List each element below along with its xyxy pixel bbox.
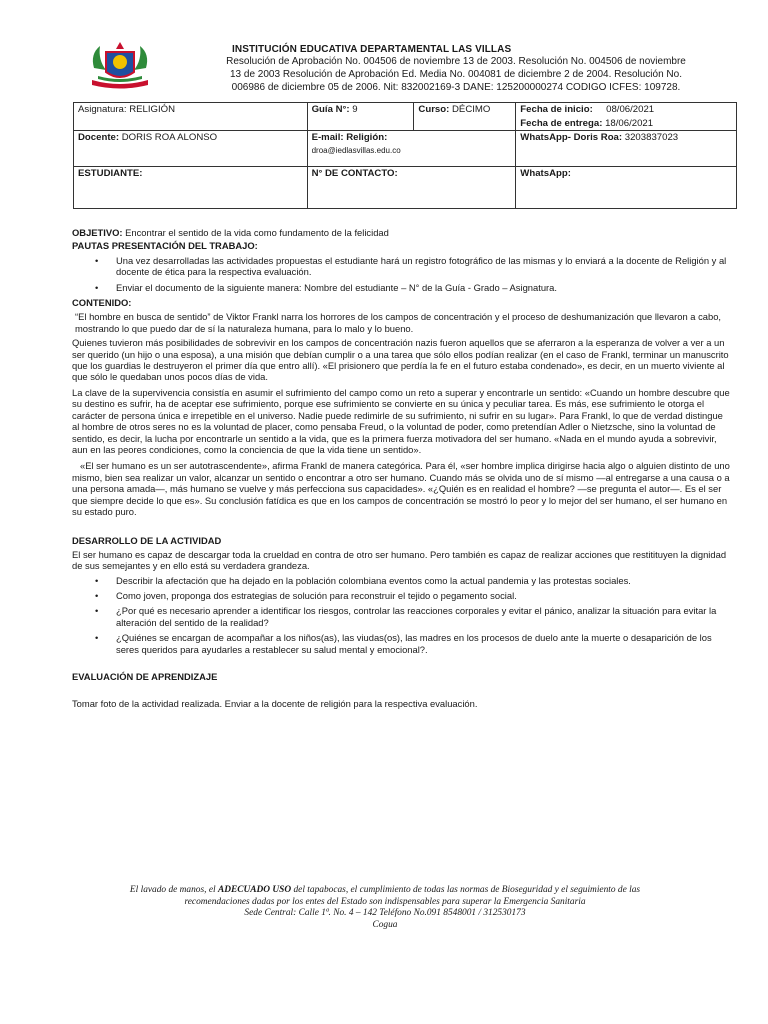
list-item [72,605,732,628]
fechas-cell [516,103,737,131]
bullet-icon: • [95,605,99,617]
resolution-line: 006986 de diciembre 05 de 2006. Nit: 832002169-3 DANE: 125200000274 CODIGO ICFES: 109728. [231,82,681,93]
pautas-list [72,255,732,293]
evaluacion-text: Tomar foto de la actividad realizada. Enviar a la docente de religión para la respectiva evaluación. [72,698,478,710]
resolution-line: 13 de 2003 Resolución de Aprobación Ed. Media No. 004081 de diciembre 2 de 2004. Resolución No. [230,69,682,80]
email-value[interactable]: droa@iedlasvillas.edu.co [311,146,401,155]
document-footer [120,885,650,931]
bullet-icon: • [95,281,99,293]
footer-emphasis: ADECUADO USO [217,885,292,895]
list-item [72,282,732,293]
contenido-paragraph: La clave de la supervivencia consistía en asumir el sufrimiento del campo como un reto a superar y encontrarle un sentido: «Cuando un hombre descubre que su destino es sufrir, ha de aceptar ese sufrimiento, porque ese sufrimiento se convierte en su única y peculiar tarea. Es más, ese sufrimiento le otorga el carácter de persona única e irrepetible en el universo. Nadie puede redimirle de su sufrimiento, ni sufrir en su lugar». Para Frankl, lo que de verdad distingue al hombre de otros seres no es la voluntad de placer, como pensaba Freud, o la voluntad de poder, como pretendían Adler o Nietzsche, sino la voluntad de sentido, es decir, la lucha por encontrarle un sentido a la vida, que es la primera fuerza motivadora del ser humano. «Nada en el mundo ayuda a sobrevivir, aun en las peores condiciones, como la conciencia de que la vida tiene un sentido». [72,386,730,455]
footer-address: Sede Central: Calle 1ª. No. 4 – 142 Teléfono No.091 8548001 / 312530173 [244,908,526,918]
objetivo-label: OBJETIVO: [72,227,123,238]
email-label: E-mail: Religión: [311,132,388,143]
list-item [72,255,732,278]
contacto-cell [307,167,516,209]
footer-city: Cogua [372,919,398,930]
bullet-icon: • [95,589,99,601]
fecha-entrega-label: Fecha de entrega: [520,118,603,129]
fecha-inicio-label: Fecha de inicio: [520,104,593,115]
fecha-inicio-value: 08/06/2021 [606,104,655,115]
guide-content [72,227,732,710]
whatsapp-cell [516,167,737,209]
guia-cell [307,103,414,131]
desarrollo-item-text: ¿Por qué es necesario aprender a identificar los riesgos, controlar las reacciones corporales y evitar el pánico, analizar la situación para evitar la alteración del sentido de la realidad? [116,605,717,628]
contenido-heading: CONTENIDO: [72,297,132,309]
fecha-entrega-value: 18/06/2021 [605,118,654,129]
desarrollo-item-text: Como joven, proponga dos estrategias de solución para reconstruir el tejido o pegamento social. [116,589,517,601]
biosecurity-note [120,885,650,908]
pautas-heading: PAUTAS PRESENTACIÓN DEL TRABAJO: [72,240,258,252]
email-cell [307,131,516,167]
contenido-paragraph: «El ser humano es un ser autotrascendente», afirma Frankl de manera categórica. Para él, «ser hombre implica dirigirse hacia algo o alguien distinto de uno mismo, bien sea realizar un valor, alcanzar un sentido o encontrar a otro ser humano. Cuando más se olvida uno de sí mismo —al entregarse a una causa o a una persona amada—, más humano se vuelve y más perfecciona sus capacidades». «¿Quién es en realidad el hombre? —se pregunta el autor—. Es el ser que siempre decide lo que es». Su conclusión fatídica es que en los campos de concentración se mostró lo peor y lo mejor del ser humano, el ser humano en su estado puro. [72,460,730,517]
bullet-icon: • [95,574,99,586]
resolution-text [186,55,726,94]
docente-label: Docente: [78,132,120,143]
guia-value: 9 [352,104,358,115]
docente-value: DORIS ROA ALONSO [121,132,218,143]
objetivo-text: Encontrar el sentido de la vida como fundamento de la felicidad [125,227,389,238]
list-item [72,590,732,601]
bullet-icon: • [95,254,99,266]
footer-text: El lavado de manos, el [129,885,218,895]
desarrollo-intro: El ser humano es capaz de descargar toda la crueldad en contra de otro ser humano. Pero también es capaz de realizar acciones que restitituyen la dignidad de sus semejantes y en ello está su verdadera grandeza. [72,548,727,572]
pautas-item-text: Una vez desarrolladas las actividades propuestas el estudiante hará un registro fotográfico de las mismas y lo enviará a la docente de Religión y al docente de ética para la respectiva evaluación. [116,254,727,278]
desarrollo-heading: DESARROLLO DE LA ACTIVIDAD [72,535,222,547]
asignatura: Asignatura: RELIGIÓN [78,104,176,115]
guia-label: Guía N°: [311,104,350,115]
whatsapp-docente-value: 3203837023 [624,132,679,143]
evaluacion-heading: EVALUACIÓN DE APRENDIZAJE [72,671,218,682]
contenido-paragraph: Quienes tuvieron más posibilidades de sobrevivir en los campos de concentración nazis fueron aquellos que se aferraron a la esperanza de volver a ver a un ser querido (un hijo o una esposa), a una misión que debían cumplir o a una tarea que sólo ellos podían realizar (en el caso de Frankl, terminar un manuscrito que los guardias le destruyeron el primer día que entro allí). «El prisionero que perdía la fe en el futuro estaba condenado», es decir, en un muerto viviente al que sólo le quedaban unos pocos días de vida. [72,337,729,383]
document-header [0,0,768,95]
pautas-item-text: Enviar el documento de la siguiente manera: Nombre del estudiante – N° de la Guía - Grado – Asignatura. [116,281,557,293]
desarrollo-item-text: Describir la afectación que ha dejado en la población colombiana eventos como la actual pandemia y las protestas sociales. [116,574,631,586]
contenido-paragraph: “El hombre en busca de sentido” de Viktor Frankl narra los horrores de los campos de concentración y el proceso de deshumanización que llevaron a cabo, mostrando lo que puedo dar de sí la naturaleza humana, para lo malo y lo bueno. [75,311,722,334]
desarrollo-list [72,575,732,655]
list-item [72,575,732,586]
resolution-line: Resolución de Aprobación No. 004506 de noviembre 13 de 2003. Resolución No. 004506 de noviembre [226,56,686,67]
list-item [72,632,732,655]
whatsapp-docente-label: WhatsApp- Doris Roa: [520,132,623,143]
asignatura-cell [74,103,308,131]
guide-info-table [73,102,737,209]
estudiante-label: ESTUDIANTE: [78,168,143,179]
bullet-icon: • [95,632,99,644]
school-logo [88,40,152,90]
objetivo [72,227,732,238]
curso-value: DÉCIMO [452,104,491,115]
contacto-label: N° DE CONTACTO: [311,168,398,179]
docente-cell [74,131,308,167]
institution-name: INSTITUCIÓN EDUCATIVA DEPARTAMENTAL LAS VILLAS [232,44,512,55]
curso-cell [414,103,516,131]
estudiante-cell [74,167,308,209]
desarrollo-item-text: ¿Quiénes se encargan de acompañar a los niños(as), las viudas(os), las madres en los procesos de duelo ante la muerte o desaparición de los seres queridos para ayudarles a restablecer su salud mental y emocional?. [116,632,712,655]
curso-label: Curso: [418,104,450,115]
footer-text: del tapabocas, el cumplimiento de todas las normas de Bioseguridad y el seguimiento de las recomendaciones dadas por los entes del Estado son indispensables para superar la Emergencia Sanitaria [184,885,641,907]
whatsapp-label: WhatsApp: [520,168,571,179]
whatsapp-docente-cell [516,131,737,167]
